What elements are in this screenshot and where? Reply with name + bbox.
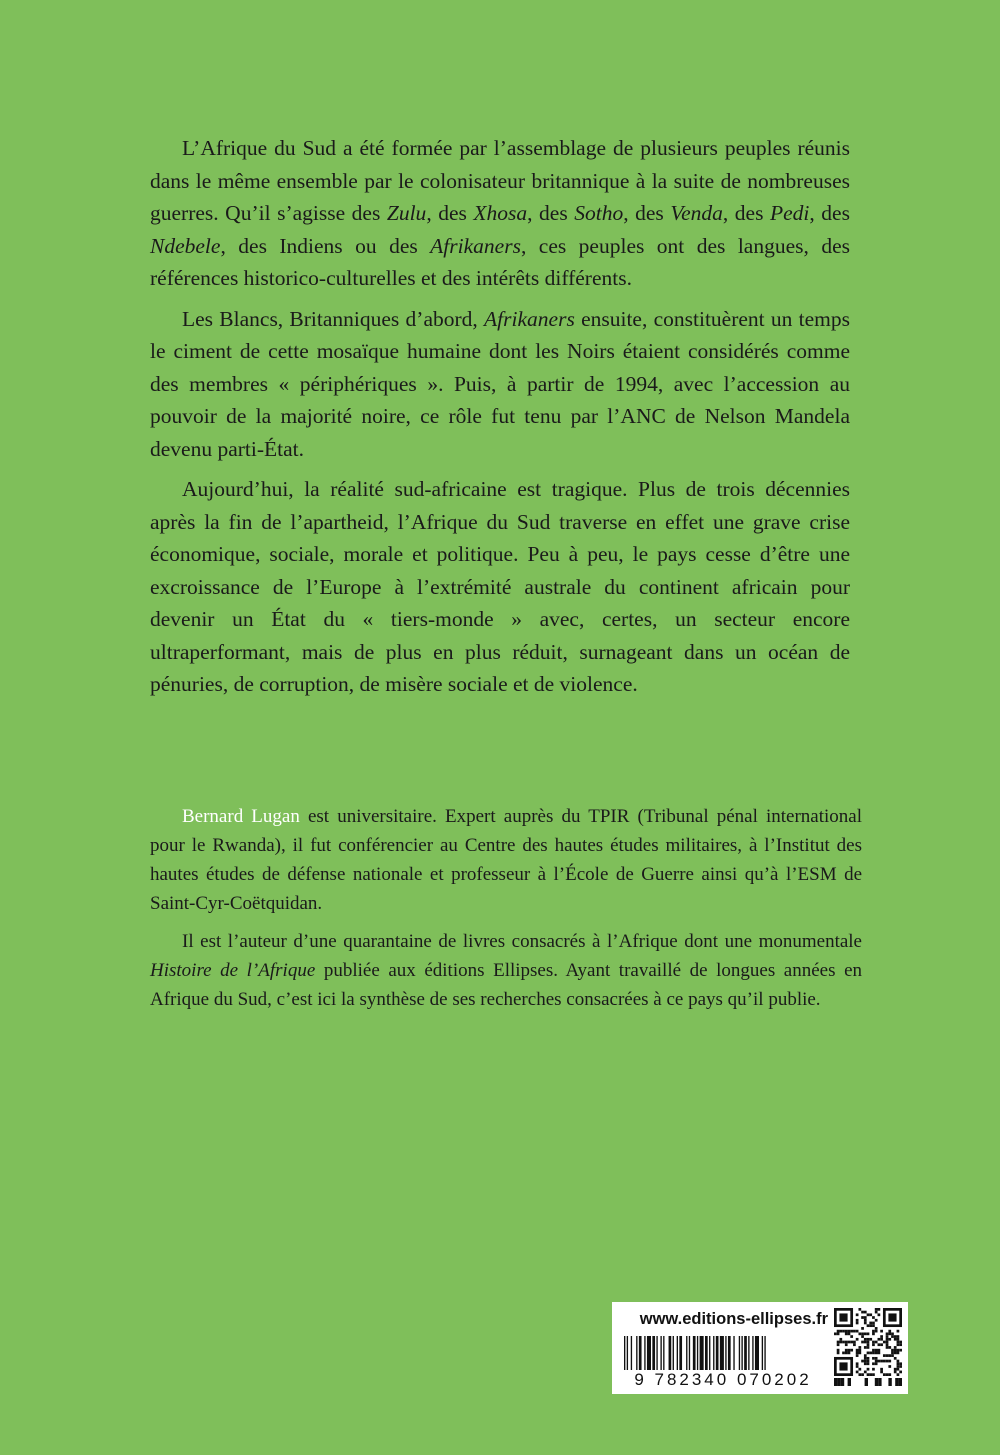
book-blurb	[150, 132, 850, 709]
blurb-text: , des Indiens ou des	[220, 233, 431, 258]
people-name: Sotho	[574, 201, 624, 225]
author-bio	[150, 802, 862, 1023]
people-name: Xhosa	[473, 201, 528, 225]
blurb-paragraph-1	[150, 132, 850, 295]
bio-paragraph-1	[150, 802, 862, 918]
blurb-text: ensuite, constituèrent un temps le ciment de cette mosaïque humaine dont les Noirs étaient considérés comme des membres « périphériques ». Puis, à partir de 1994, avec l’accession au pouvoir de la majorité noire, ce rôle fut tenu par l’ANC de Nelson Mandela devenu parti-État.	[150, 306, 850, 461]
blurb-text: , ces peuples ont des langues, des références historico-culturelles et des intérêts différents.	[150, 233, 850, 290]
blurb-text: , des	[623, 201, 671, 225]
isbn-barcode	[624, 1336, 822, 1370]
people-name: Afrikaners	[484, 306, 575, 331]
bio-text: publiée aux éditions Ellipses. Ayant travaillé de longues années en Afrique du Sud, c’est ici la synthèse de ses recherches consacrées à ce pays qu’il publie.	[150, 960, 863, 1010]
isbn-number: 9 782340 070202	[634, 1370, 812, 1389]
blurb-text: , des	[722, 201, 770, 225]
people-name: Pedi	[769, 201, 810, 225]
people-name: Afrikaners	[430, 233, 521, 258]
bio-text: est universitaire. Expert auprès du TPIR (Tribunal pénal international pour le Rwanda), il fut conférencier au Centre des hautes études militaires, à l’Institut des hautes études de défense nationale et professeur à l’École de Guerre ainsi qu’à l’ESM de Saint-Cyr-Coëtquidan.	[150, 806, 863, 914]
blurb-text: , des	[426, 201, 474, 225]
book-title: Histoire de l’Afrique	[150, 960, 316, 981]
people-name: Ndebele	[150, 233, 221, 258]
qr-code	[834, 1308, 902, 1388]
blurb-text: , des	[527, 201, 575, 225]
blurb-paragraph-3: Aujourd’hui, la réalité sud-africaine est tragique. Plus de trois décennies après la fin de l’apartheid, l’Afrique du Sud traverse en effet une grave crise économique, sociale, morale et politique. Peu à peu, le pays cesse d’être une excroissance de l’Europe à l’extrémité australe du continent africain pour devenir un État du « tiers-monde » avec, certes, un secteur encore ultraperformant, mais de plus en plus réduit, surnageant dans un océan de pénuries, de corruption, de misère sociale et de violence.	[150, 477, 850, 696]
publisher-website: www.editions-ellipses.fr	[639, 1310, 828, 1328]
barcode-panel	[612, 1302, 908, 1394]
people-name: Venda	[670, 201, 723, 225]
people-name: Zulu	[386, 201, 427, 225]
blurb-paragraph-2	[150, 303, 850, 466]
blurb-text: Les Blancs, Britanniques d’abord,	[182, 306, 485, 331]
bio-paragraph-2	[150, 927, 862, 1014]
author-name: Bernard Lugan	[182, 806, 300, 827]
blurb-text: , des	[809, 201, 850, 225]
blurb-text: L’Afrique du Sud a été formée par l’assemblage de plusieurs peuples réunis dans le même ensemble par le colonisateur britannique à la suite de nombreuses guerres. Qu’il s’agisse des	[150, 136, 850, 225]
bio-text: Il est l’auteur d’une quarantaine de livres consacrés à l’Afrique dont une monumentale	[182, 931, 862, 952]
